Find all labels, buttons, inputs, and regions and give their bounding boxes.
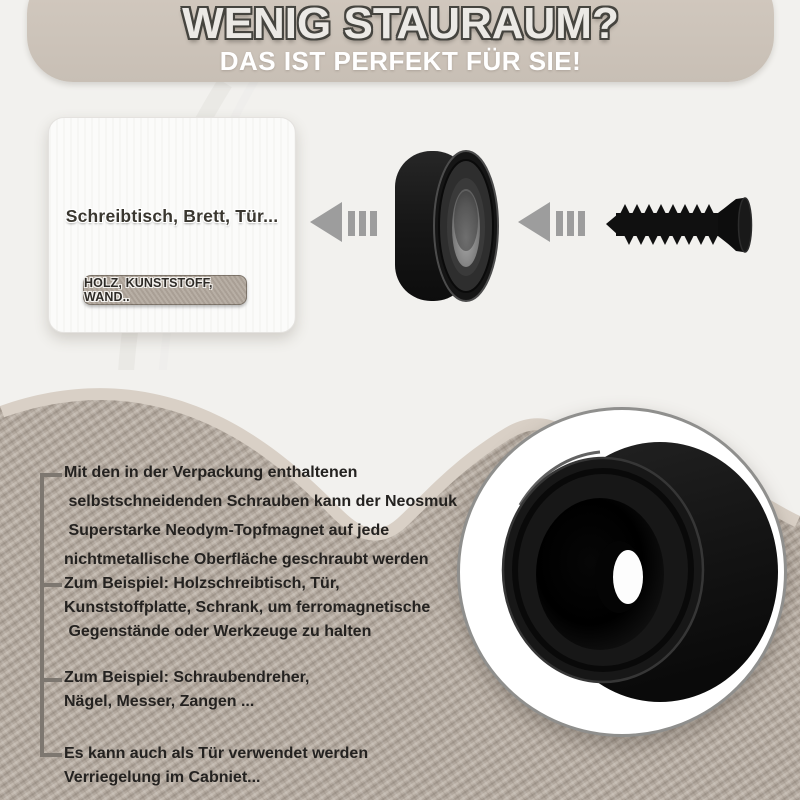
feature-line: Zum Beispiel: Holzschreibtisch, Tür, (64, 575, 340, 592)
feature-line: selbstschneidenden Schrauben kann der Neosmuk (64, 493, 458, 510)
page-subtitle: DAS IST PERFEKT FÜR SIE! (219, 46, 582, 76)
magnet-closeup-icon (460, 410, 787, 737)
insert-left-arrow-icon (518, 201, 588, 245)
surface-caption: Schreibtisch, Brett, Tür... (65, 206, 279, 226)
feature-bullet (64, 666, 309, 714)
feature-line: nichtmetallische Oberfläche geschraubt werden (64, 551, 429, 568)
feature-bullet (64, 572, 430, 644)
bracket-tick (40, 473, 62, 477)
surface-materials-label: HOLZ, KUNSTSTOFF, WAND.. (84, 276, 213, 304)
insert-left-arrow-icon (310, 201, 380, 245)
surface-card (48, 117, 296, 333)
feature-line: Mit den in der Verpackung enthaltenen (64, 464, 358, 481)
feature-bullet (64, 458, 457, 574)
magnet-closeup-photo (457, 407, 787, 737)
feature-line: Nägel, Messer, Zangen ... (64, 693, 255, 710)
bracket-tick (40, 583, 62, 587)
feature-bracket (40, 473, 66, 757)
page-title: WENIG STAURAUM? (182, 0, 619, 48)
bracket-tick (40, 678, 62, 682)
feature-line: Kunststoffplatte, Schrank, um ferromagnetische (64, 599, 431, 616)
feature-line: Gegenstände oder Werkzeuge zu halten (64, 623, 372, 640)
pot-magnet-icon (392, 147, 504, 305)
feature-line: Superstarke Neodym-Topfmagnet auf jede (64, 522, 390, 539)
screw-icon (596, 186, 756, 266)
feature-bullet (64, 742, 368, 790)
feature-line: Es kann auch als Tür verwendet werden (64, 745, 369, 762)
bracket-tick (40, 753, 62, 757)
surface-materials-badge (83, 275, 247, 305)
headline-banner (27, 0, 774, 82)
feature-line: Zum Beispiel: Schraubendreher, (64, 669, 310, 686)
feature-line: Verriegelung im Cabniet... (64, 769, 261, 786)
